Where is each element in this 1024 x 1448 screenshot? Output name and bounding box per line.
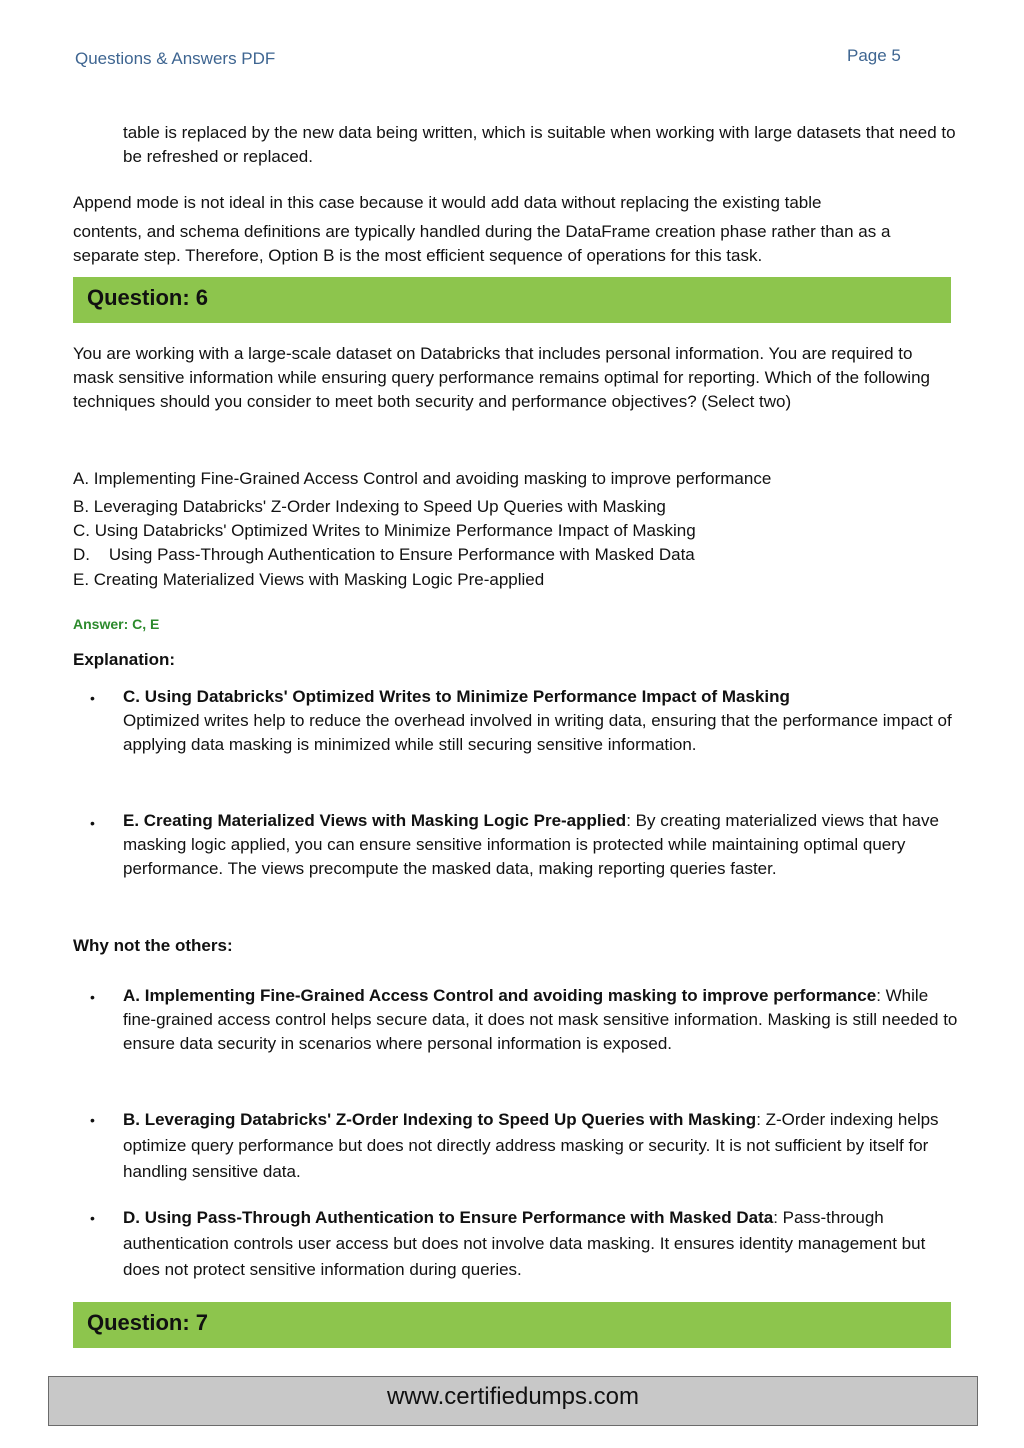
bullet-icon: • [90, 815, 95, 831]
bullet-icon: • [90, 1112, 95, 1128]
question-title: Question: 7 [87, 1310, 209, 1335]
footer-url[interactable]: www.certifiedumps.com [386, 1383, 640, 1410]
option-a: A. Implementing Fine-Grained Access Control and avoiding masking to improve performance [73, 469, 772, 488]
explanation-item-body: Optimized writes help to reduce the overhead involved in writing data, ensuring that the performance impact of applying data masking is minimized while still securing sensitive information. [123, 711, 952, 754]
question-7-header [73, 1302, 951, 1348]
other-item-body: : Pass-through authentication controls user access but does not involve data masking. It ensures identity management but does not protect sensitive information during queries. [123, 1208, 926, 1279]
explanation-item-body: : By creating materialized views that have masking logic applied, you can ensure sensitive information is protected while maintaining optimal query performance. The views precompute the masked data, making reporting queries faster. [123, 811, 939, 878]
other-item-d [123, 1205, 963, 1283]
option-d: D. Using Pass-Through Authentication to Ensure Performance with Masked Data [73, 545, 695, 564]
explanation-item-e [123, 809, 963, 881]
question-title: Question: 6 [87, 285, 209, 310]
continuation-text: table is replaced by the new data being written, which is suitable when working with large datasets that need to be refreshed or replaced. [123, 123, 956, 166]
page-number: Page 5 [847, 46, 901, 65]
explanation-heading: Explanation: [73, 650, 176, 669]
other-item-body: : While fine-grained access control helps secure data, it does not mask sensitive information. Masking is still needed to ensure data security in scenarios where personal information is exposed. [123, 986, 958, 1053]
explanation-item-title: E. Creating Materialized Views with Masking Logic Pre-applied [123, 811, 627, 830]
option-c: C. Using Databricks' Optimized Writes to Minimize Performance Impact of Masking [73, 521, 696, 540]
other-item-body: : Z-Order indexing helps optimize query performance but does not directly address masking or security. It is not sufficient by itself for handling sensitive data. [123, 1110, 939, 1181]
paragraph-line: Append mode is not ideal in this case because it would add data without replacing the existing table [73, 193, 822, 212]
option-e: E. Creating Materialized Views with Masking Logic Pre-applied [73, 570, 545, 589]
other-item-title: D. Using Pass-Through Authentication to Ensure Performance with Masked Data [123, 1208, 774, 1227]
header-title: Questions & Answers PDF [75, 49, 276, 68]
footer-banner [48, 1376, 978, 1426]
bullet-icon: • [90, 690, 95, 706]
explanation-item-title: C. Using Databricks' Optimized Writes to Minimize Performance Impact of Masking [123, 687, 790, 706]
paragraph-text: contents, and schema definitions are typically handled during the DataFrame creation phase rather than as a separate step. Therefore, Option B is the most efficient sequence of operations for this task. [73, 222, 891, 265]
question-text: You are working with a large-scale dataset on Databricks that includes personal information. You are required to mask sensitive information while ensuring query performance remains optimal for reporting. Which of the following techniques should you consider to meet both security and performance objectives? (Select two) [73, 344, 930, 411]
answer-label: Answer: C, E [73, 616, 160, 632]
bullet-icon: • [90, 1210, 95, 1226]
other-item-a [123, 984, 963, 1056]
other-item-b [123, 1107, 963, 1185]
other-item-title: A. Implementing Fine-Grained Access Control and avoiding masking to improve performance [123, 986, 877, 1005]
others-heading: Why not the others: [73, 936, 233, 955]
option-b: B. Leveraging Databricks' Z-Order Indexing to Speed Up Queries with Masking [73, 497, 666, 516]
other-item-title: B. Leveraging Databricks' Z-Order Indexing to Speed Up Queries with Masking [123, 1110, 757, 1129]
question-6-header [73, 277, 951, 323]
explanation-item-c [123, 685, 963, 757]
bullet-icon: • [90, 989, 95, 1005]
